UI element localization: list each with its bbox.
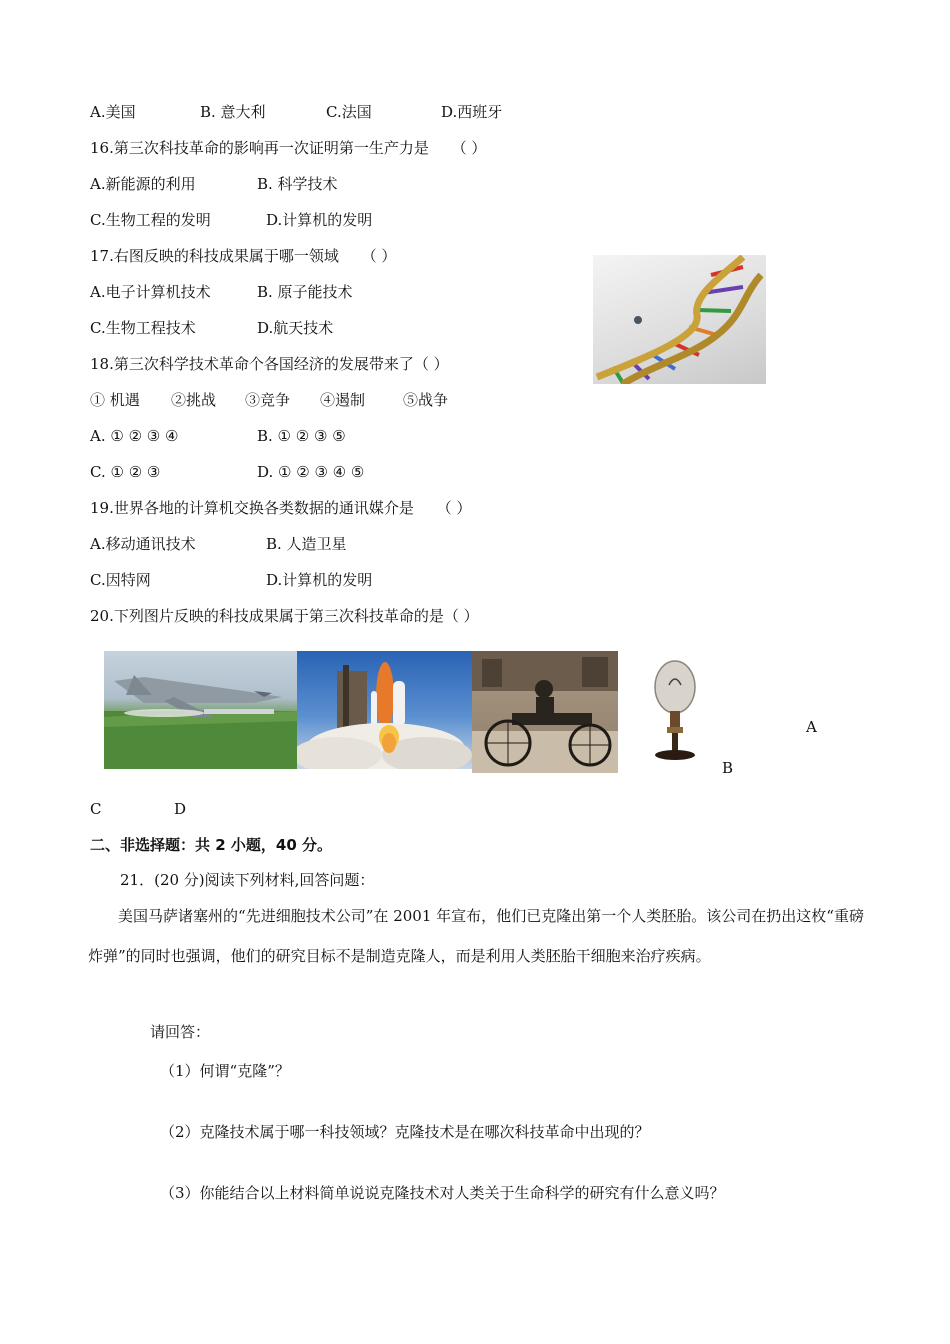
q20-label-c: C: [90, 800, 102, 818]
answer-paren: （ ）: [451, 139, 487, 157]
answer-paren: （ ）: [443, 607, 479, 625]
q15-option-a: A.美国: [90, 103, 136, 121]
q18-option-c: C. ① ② ③: [90, 463, 161, 481]
q17-option-d: D.航天技术: [257, 319, 334, 337]
q20-label-b: B: [722, 759, 734, 777]
section-2-title: 二、非选择题：共 2 小题，40 分。: [90, 836, 332, 854]
q21-sub3: （3）你能结合以上材料简单说说克隆技术对人类关于生命科学的研究有什么意义吗？: [160, 1184, 725, 1202]
q19-option-c: C.因特网: [90, 571, 151, 589]
q17-option-c: C.生物工程技术: [90, 319, 196, 337]
q18-option-d: D. ① ② ③ ④ ⑤: [257, 463, 365, 481]
q15-option-c: C.法国: [326, 103, 372, 121]
q19-option-d: D.计算机的发明: [266, 571, 373, 589]
q16-option-b: B. 科学技术: [257, 175, 338, 193]
q19-option-a: A.移动通讯技术: [90, 535, 196, 553]
q18-item-5: ⑤战争: [403, 391, 449, 409]
q18-item-2: ②挑战: [171, 391, 217, 409]
space-shuttle-image: [297, 651, 472, 769]
q16-option-a: A.新能源的利用: [90, 175, 196, 193]
q21-prompt: 请回答：: [150, 1023, 211, 1041]
q17-option-a: A.电子计算机技术: [90, 283, 211, 301]
early-automobile-icon: [472, 651, 618, 773]
q18-item-1: ① 机遇: [90, 391, 140, 409]
answer-paren: （ ）: [436, 499, 472, 517]
answer-paren: （ ）: [413, 355, 449, 373]
fighter-jet-icon: [104, 651, 297, 769]
q19-option-b: B. 人造卫星: [266, 535, 347, 553]
q21-material: 美国马萨诸塞州的“先进细胞技术公司”在 2001 年宣布，他们已克隆出第一个人类胚胎。该公司在扔出这枚“重磅炸弹”的同时也强调，他们的研究目标不是制造克隆人，而是利用人类胚胎干细胞来治疗疾病。: [88, 907, 864, 965]
dna-helix-image: [593, 255, 766, 384]
q18-item-3: ③竞争: [245, 391, 291, 409]
q16-stem: 16.第三次科技革命的影响再一次证明第一生产力是 （ ）: [90, 139, 487, 157]
q20-label-d: D: [174, 800, 187, 818]
space-shuttle-icon: [297, 651, 472, 769]
q17-stem: 17.右图反映的科技成果属于哪一领域 （ ）: [90, 247, 397, 265]
q21-intro: 21．(20 分)阅读下列材料,回答问题：: [120, 871, 375, 889]
early-automobile-image: [472, 651, 618, 773]
dna-helix-icon: [593, 255, 766, 384]
q15-option-b: B. 意大利: [200, 103, 266, 121]
q20-label-a: A: [806, 718, 817, 736]
light-bulb-icon: [640, 655, 710, 765]
q18-stem: 18.第三次科学技术革命个各国经济的发展带来了（ ）: [90, 355, 449, 373]
answer-paren: （ ）: [361, 247, 397, 265]
q16-option-d: D.计算机的发明: [266, 211, 373, 229]
q18-option-a: A. ① ② ③ ④: [90, 427, 179, 445]
fighter-jet-image: [104, 651, 297, 769]
q16-option-c: C.生物工程的发明: [90, 211, 211, 229]
q18-option-b: B. ① ② ③ ⑤: [257, 427, 346, 445]
q15-option-d: D.西班牙: [441, 103, 503, 121]
q17-option-b: B. 原子能技术: [257, 283, 353, 301]
q18-item-4: ④遏制: [320, 391, 366, 409]
q19-stem: 19.世界各地的计算机交换各类数据的通讯媒介是 （ ）: [90, 499, 472, 517]
q21-sub2: （2）克隆技术属于哪一科技领域？克隆技术是在哪次科技革命中出现的？: [160, 1123, 650, 1141]
q21-sub1: （1）何谓“克隆”？: [160, 1062, 290, 1080]
light-bulb-image: [640, 655, 710, 765]
q20-stem: 20.下列图片反映的科技成果属于第三次科技革命的是（ ）: [90, 607, 479, 625]
